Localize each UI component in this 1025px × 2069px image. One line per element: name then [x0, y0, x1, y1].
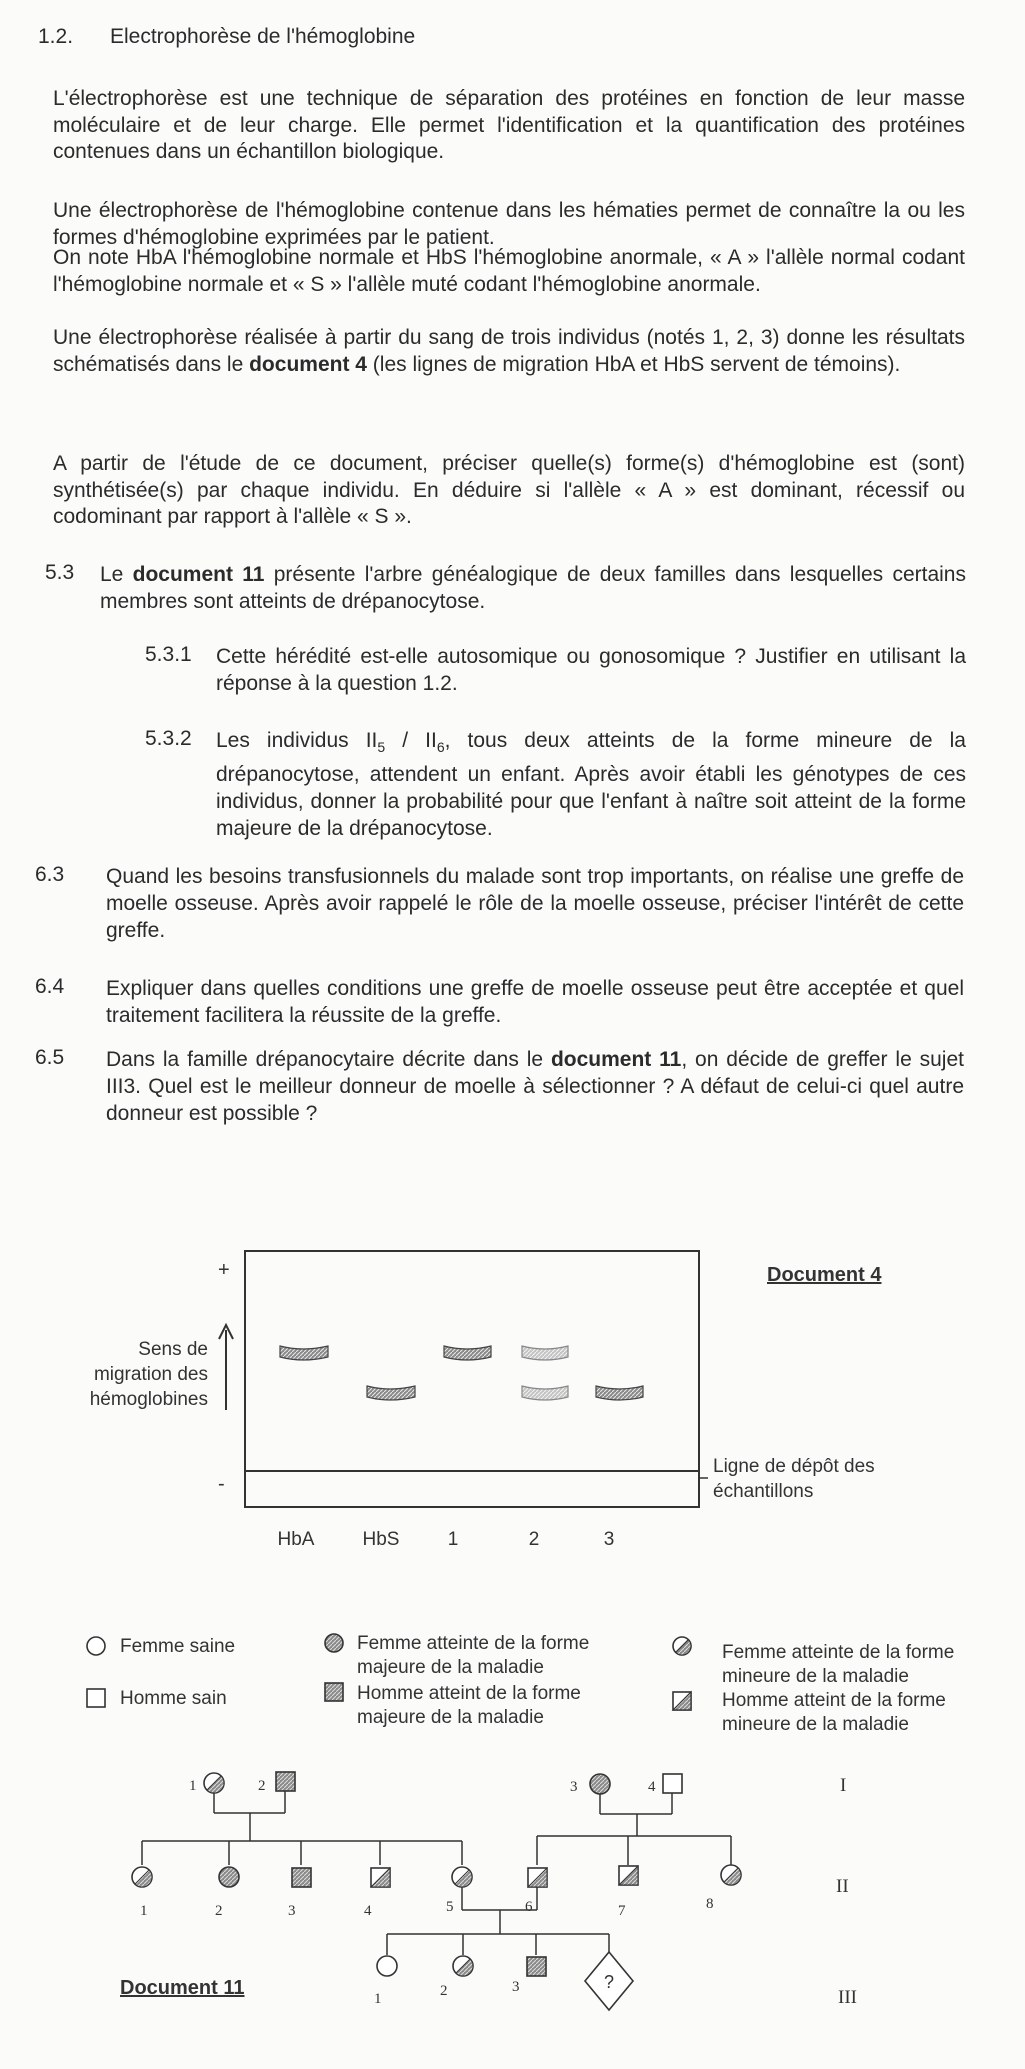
gel-frame	[245, 1251, 699, 1507]
pedigree-individual-III3	[527, 1957, 546, 1976]
question-5-3-2: Les individus $II_5 / II_6$, tous deux atteints de la forme mineure de la drépanocytose, attendent un enfant. Après avoir établi les génotypes de ces individus, donner la probabilité pour que l'enfant à naître soit atteint de la forme majeure de la drépanocytose.	[216, 729, 966, 841]
pedigree-legend	[0, 1620, 1025, 1740]
question-number: 5.3.1	[145, 643, 192, 666]
lane-label: HbS	[362, 1529, 400, 1550]
question-6-4: Expliquer dans quelles conditions une greffe de moelle osseuse peut être acceptée et quel traitement facilitera la réussite de la greffe.	[106, 977, 964, 1027]
band-hba	[280, 1346, 328, 1360]
question-number: 6.5	[35, 1046, 65, 1069]
legend-label: majeure de la maladie	[357, 1657, 544, 1678]
legend-label: Femme saine	[120, 1636, 236, 1657]
question-number: 5.3.2	[145, 727, 192, 750]
legend-label: Femme atteinte de la forme	[357, 1633, 590, 1654]
pedigree-individual-I4	[663, 1774, 682, 1793]
lane-label: 3	[603, 1529, 615, 1550]
individual-number: 2	[440, 1983, 448, 1999]
legend-label: Femme atteinte de la forme	[722, 1642, 955, 1663]
pedigree-individual-I2	[276, 1772, 295, 1791]
individual-number: 3	[512, 1979, 520, 1995]
lane-label: 2	[528, 1529, 540, 1550]
band-1-hba	[444, 1346, 491, 1360]
individual-number: 6	[525, 1899, 533, 1915]
lane-label: 1	[447, 1529, 459, 1550]
question-5-3-1: Cette hérédité est-elle autosomique ou gonosomique ? Justifier en utilisant la réponse à la question 1.2.	[216, 645, 966, 695]
lane-label: HbA	[277, 1529, 315, 1550]
minus-sign: -	[218, 1473, 225, 1495]
individual-number: 4	[364, 1903, 372, 1919]
unknown-sign: ?	[603, 1972, 615, 1992]
legend-label: mineure de la maladie	[722, 1714, 909, 1735]
individual-number: 1	[189, 1778, 197, 1794]
individual-number: 2	[258, 1778, 266, 1794]
plus-sign: +	[218, 1259, 230, 1281]
individual-number: 2	[215, 1903, 223, 1919]
section-title: Electrophorèse de l'hémoglobine	[110, 25, 416, 48]
pedigree-tree	[0, 1760, 1025, 2069]
band-3-hbs	[596, 1386, 643, 1400]
paragraph-notation: On note HbA l'hémoglobine normale et HbS l'hémoglobine anormale, « A » l'allèle normal codant l'hémoglobine normale et « S » l'allèle muté codant l'hémoglobine anormale.	[53, 246, 965, 296]
major-affected-female-icon	[325, 1634, 343, 1652]
individual-number: 7	[618, 1903, 626, 1919]
healthy-male-icon	[87, 1689, 105, 1707]
pedigree-individual-III1	[377, 1956, 397, 1976]
document-4-title: Document 4	[767, 1264, 882, 1286]
legend-label: majeure de la maladie	[357, 1707, 544, 1728]
individual-number: 4	[648, 1779, 656, 1795]
legend-label: Homme atteint de la forme	[357, 1683, 581, 1704]
healthy-female-icon	[87, 1637, 105, 1655]
question-number: 6.4	[35, 975, 65, 998]
paragraph-electrophoresis-definition: L'électrophorèse est une technique de séparation des protéines en fonction de leur masse moléculaire et de leur charge. Elle permet l'identification et la quantification des protéines contenues dans un échantillon biologique.	[53, 87, 965, 163]
electrophoresis-diagram	[0, 1230, 1025, 1560]
individual-number: 1	[140, 1903, 148, 1919]
question-6-5: Dans la famille drépanocytaire décrite dans le document 11, on décide de greffer le sujet III3. Quel est le meilleur donneur de moelle à sélectionner ? A défaut de celui-ci quel autre donneur est possible ?	[106, 1048, 964, 1125]
major-affected-male-icon	[325, 1683, 343, 1701]
pedigree-individual-II3	[292, 1868, 311, 1887]
individual-number: 3	[288, 1903, 296, 1919]
band-2-hba	[522, 1346, 568, 1360]
axis-label: Sens de	[138, 1339, 208, 1360]
individual-number: 8	[706, 1896, 714, 1912]
generation-label: I	[840, 1775, 847, 1796]
paragraph-5-3: Le document 11 présente l'arbre généalogique de deux familles dans lesquelles certains membres sont atteints de drépanocytose.	[100, 563, 966, 613]
paragraph-question-1-2: A partir de l'étude de ce document, préciser quelle(s) forme(s) d'hémoglobine est (sont) synthétisée(s) par chaque individu. En déduire si l'allèle « A » est dominant, récessif ou codominant par rapport à l'allèle « S ».	[53, 452, 965, 528]
question-6-3: Quand les besoins transfusionnels du malade sont trop importants, on réalise une greffe de moelle osseuse. Après avoir rappelé le rôle de la moelle osseuse, préciser l'intérêt de cette greffe.	[106, 865, 964, 942]
section-number: 1.2.	[38, 25, 74, 48]
band-hbs	[367, 1386, 415, 1400]
band-2-hbs	[522, 1386, 568, 1400]
pedigree-individual-I3	[590, 1774, 610, 1794]
generation-label: II	[836, 1876, 849, 1897]
paragraph-experiment: Une électrophorèse réalisée à partir du sang de trois individus (notés 1, 2, 3) donne les résultats schématisés dans le document 4 (les lignes de migration HbA et HbS servent de témoins).	[53, 326, 965, 376]
axis-label: hémoglobines	[89, 1389, 208, 1410]
pedigree-individual-II2	[219, 1867, 239, 1887]
legend-label: mineure de la maladie	[722, 1666, 909, 1687]
section-number: 5.3	[45, 561, 75, 584]
document-11-title: Document 11	[120, 1977, 245, 1999]
axis-label: migration des	[93, 1364, 208, 1385]
deposit-label: Ligne de dépôt des	[713, 1456, 875, 1477]
generation-label: III	[838, 1987, 857, 2008]
legend-label: Homme atteint de la forme	[722, 1690, 946, 1711]
individual-number: 1	[374, 1991, 382, 2007]
question-number: 6.3	[35, 863, 65, 886]
deposit-label: échantillons	[713, 1481, 814, 1502]
individual-number: 5	[446, 1899, 454, 1915]
individual-number: 3	[570, 1779, 578, 1795]
paragraph-electrophoresis-purpose: Une électrophorèse de l'hémoglobine contenue dans les hématies permet de connaître la ou les formes d'hémoglobine exprimées par le patient.	[53, 199, 965, 249]
legend-label: Homme sain	[120, 1688, 227, 1709]
